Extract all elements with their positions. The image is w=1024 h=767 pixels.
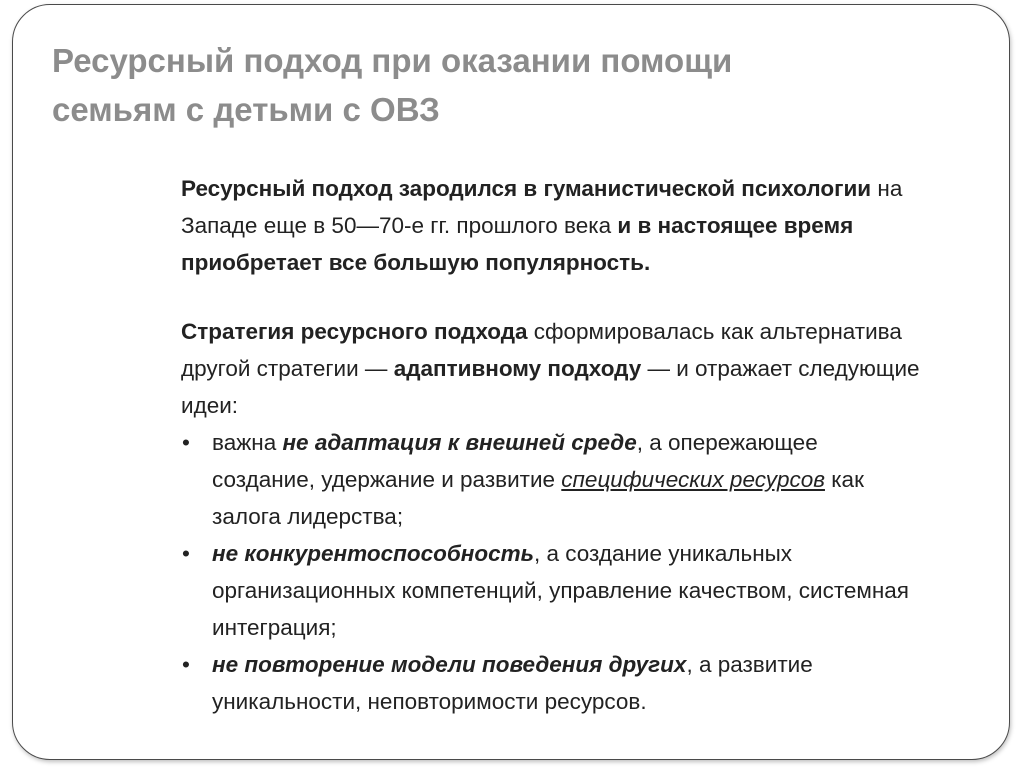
bullet-icon: •: [182, 541, 190, 566]
bullet-icon: •: [182, 430, 190, 455]
bullet-emphasis: не адаптация к внешней среде: [282, 430, 637, 455]
bullet-text-a: важна: [212, 430, 283, 455]
slide-content: [181, 170, 921, 720]
strategy-bold-b: адаптивному подходу: [393, 356, 642, 381]
strategy-bold-a: Стратегия ресурсного подхода: [181, 319, 528, 344]
bullet-icon: •: [182, 652, 190, 677]
intro-text-a: на Западе еще в 50—70-е гг. прошлого века: [181, 176, 903, 238]
strategy-text-b: — и отражает следующие идеи:: [181, 356, 920, 418]
ideas-list: [181, 424, 921, 720]
bullet-emphasis: не повторение модели поведения других: [212, 652, 687, 677]
bullet-text-b: , а развитие уникальности, неповторимости ресурсов.: [212, 652, 813, 714]
list-item: [181, 424, 921, 535]
intro-bold-b: и в настоящее время приобретает все большую популярность.: [181, 213, 854, 275]
bullet-text-b: , а опережающее создание, удержание и развитие: [212, 430, 818, 492]
list-item: [181, 646, 921, 720]
bullet-text-c: как залога лидерства;: [212, 467, 864, 529]
strategy-paragraph: [181, 313, 921, 424]
intro-bold-a: Ресурсный подход зародился в гуманистической психологии: [181, 176, 872, 201]
bullet-underlined: специфических ресурсов: [561, 467, 825, 492]
intro-paragraph: [181, 170, 921, 281]
bullet-emphasis: не конкурентоспособность: [212, 541, 534, 566]
strategy-text-a: сформировалась как альтернатива другой стратегии —: [181, 319, 902, 381]
list-item: [181, 535, 921, 646]
bullet-text-b: , а создание уникальных организационных компетенций, управление качеством, системная интеграция;: [212, 541, 909, 640]
slide-title: Ресурсный подход при оказании помощи семьям с детьми с ОВЗ: [52, 42, 733, 128]
